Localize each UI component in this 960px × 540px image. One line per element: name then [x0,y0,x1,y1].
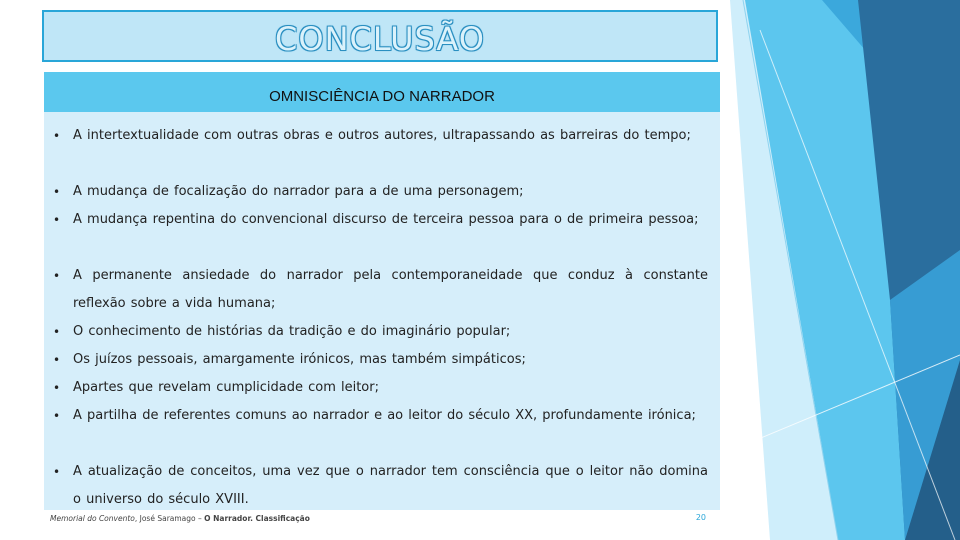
bullet-marker: • [53,325,61,339]
bullet-marker: • [53,353,61,367]
bullet-marker: • [53,381,61,395]
bullet-text: Apartes que revelam cumplicidade com leitor; [73,380,379,395]
footer-citation [50,514,310,523]
list-item [44,178,720,206]
footer-section: O Narrador. Classificação [204,514,310,523]
bullet-text: A mudança de focalização do narrador para a de uma personagem; [73,184,524,199]
list-item [44,122,720,150]
slide-title: CONCLUSÃO [275,20,485,58]
page-number: 20 [695,513,706,522]
title-box [42,10,718,62]
bullet-text: A intertextualidade com outras obras e outros autores, ultrapassando as barreiras do tempo; [73,128,691,143]
bullet-marker: • [53,409,61,423]
list-item [44,318,720,346]
footer-work-title: Memorial do Convento [50,514,135,523]
bullet-text: A partilha de referentes comuns ao narrador e ao leitor do século XX, profundamente irónica; [73,408,696,423]
list-item [44,346,720,374]
list-item [44,374,720,402]
bullet-text: Os juízos pessoais, amargamente irónicos, mas também simpáticos; [73,352,526,367]
bullet-marker: • [53,129,61,143]
list-item [44,262,720,318]
bullet-text: A mudança repentina do convencional discurso de terceira pessoa para o de primeira pessoa; [73,212,699,227]
bullet-marker: • [53,465,61,479]
list-item [44,458,720,514]
list-item [44,206,720,234]
bullet-marker: • [53,213,61,227]
bullet-marker: • [53,185,61,199]
bullet-marker: • [53,269,61,283]
content-box [44,112,720,510]
footer-author: , José Saramago – [134,514,205,523]
section-header: OMNISCIÊNCIA DO NARRADOR [269,88,495,105]
list-item [44,402,720,430]
bullet-text: A atualização de conceitos, uma vez que o narrador tem consciência que o leitor não domina o universo do século XVIII. [73,464,708,507]
bullet-text: O conhecimento de histórias da tradição e do imaginário popular; [73,324,511,339]
bullet-text: A permanente ansiedade do narrador pela contemporaneidade que conduz à constante reflexão sobre a vida humana; [73,268,708,311]
section-header-box [44,72,720,112]
